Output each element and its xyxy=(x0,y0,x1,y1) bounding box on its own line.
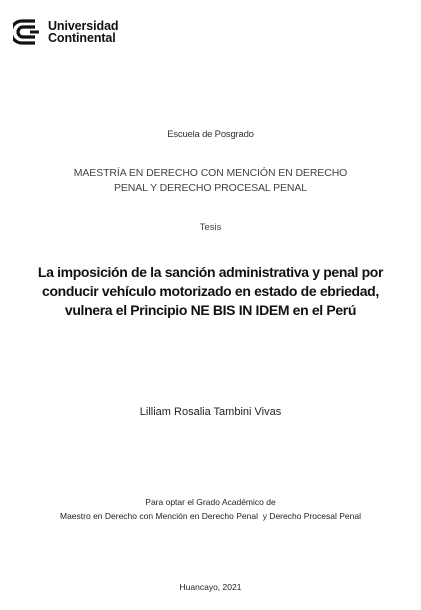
degree-statement xyxy=(0,495,421,523)
author-name: Lilliam Rosalia Tambini Vivas xyxy=(139,406,282,418)
program-name xyxy=(0,166,421,196)
logo-wordmark xyxy=(48,20,118,44)
logo-line-1: Universidad xyxy=(48,19,119,33)
logo-line-2: Continental xyxy=(48,31,116,45)
program-line-2: PENAL Y DERECHO PROCESAL PENAL xyxy=(113,182,308,194)
title-line-3: vulnera el Principio NE BIS IN IDEM en el Perú xyxy=(64,302,357,318)
degree-line-2: Maestro en Derecho con Mención en Derecho Penal y Derecho Procesal Penal xyxy=(60,511,361,521)
school-name: Escuela de Posgrado xyxy=(167,129,254,140)
universidad-continental-logo-icon xyxy=(13,17,43,47)
degree-line-1: Para optar el Grado Académico de xyxy=(145,497,276,507)
document-type: Tesis xyxy=(199,222,222,233)
place-and-date: Huancayo, 2021 xyxy=(179,582,242,592)
program-line-1: MAESTRÍA EN DERECHO CON MENCIÓN EN DERECHO xyxy=(73,167,348,179)
title-line-2: conducir vehículo motorizado en estado de ebriedad, xyxy=(42,283,379,299)
university-logo xyxy=(13,17,118,47)
title-line-1: La imposición de la sanción administrativa y penal por xyxy=(37,264,384,280)
thesis-title xyxy=(0,263,421,320)
